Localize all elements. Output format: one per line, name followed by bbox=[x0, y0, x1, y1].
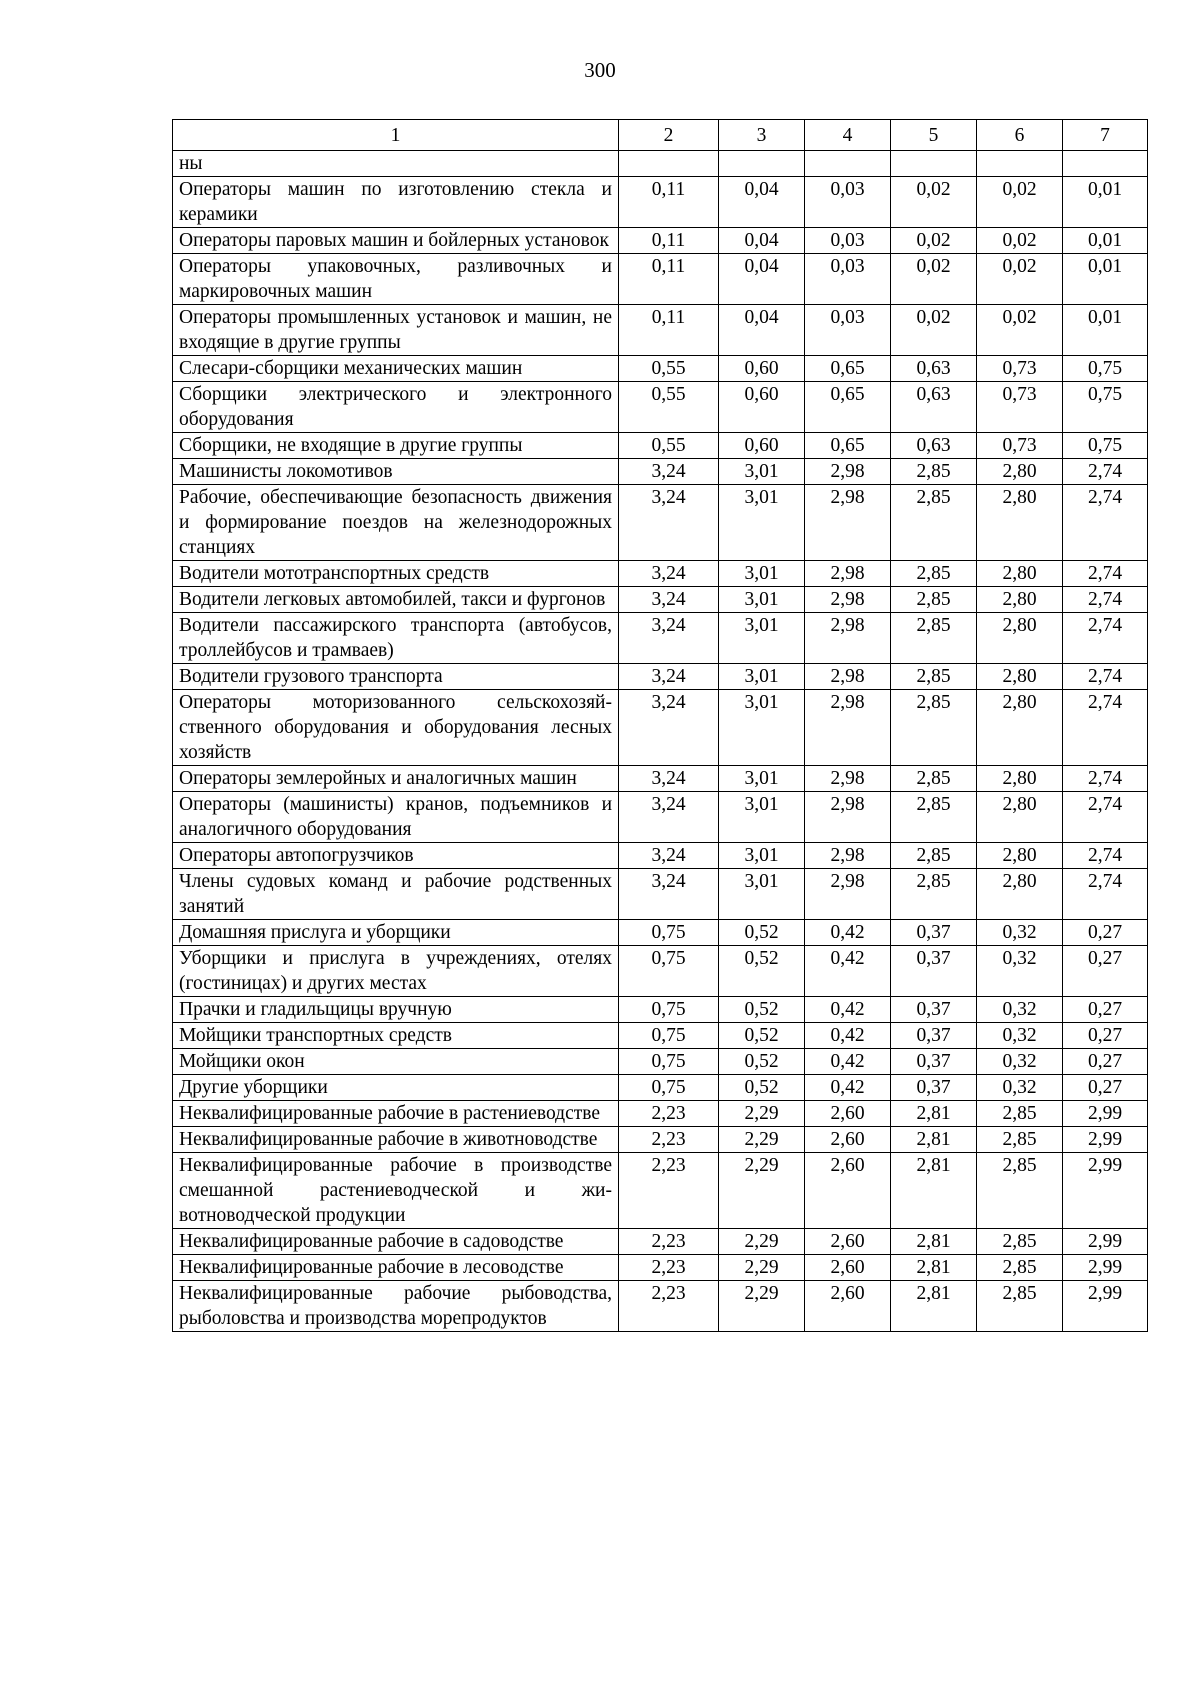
value-cell: 0,65 bbox=[805, 433, 891, 459]
table-row bbox=[173, 792, 1148, 843]
value-cell: 2,23 bbox=[619, 1281, 719, 1332]
table-row bbox=[173, 843, 1148, 869]
value-cell: 2,98 bbox=[805, 561, 891, 587]
table-row bbox=[173, 664, 1148, 690]
value-cell: 0,03 bbox=[805, 177, 891, 228]
value-cell: 2,85 bbox=[977, 1281, 1063, 1332]
value-cell: 2,85 bbox=[891, 561, 977, 587]
value-cell: 2,74 bbox=[1063, 664, 1148, 690]
occupation-name: Неквалифицированные рабочие в растениеводстве bbox=[173, 1101, 619, 1127]
table-row bbox=[173, 485, 1148, 561]
value-cell: 0,04 bbox=[719, 305, 805, 356]
value-cell: 2,85 bbox=[891, 664, 977, 690]
value-cell: 0,52 bbox=[719, 1023, 805, 1049]
value-cell: 2,98 bbox=[805, 766, 891, 792]
value-cell: 0,32 bbox=[977, 946, 1063, 997]
value-cell bbox=[619, 151, 719, 177]
value-cell: 2,80 bbox=[977, 664, 1063, 690]
value-cell: 2,29 bbox=[719, 1229, 805, 1255]
value-cell: 0,37 bbox=[891, 946, 977, 997]
occupation-name: Операторы промышленных установок и машин, не входящие в другие группы bbox=[173, 305, 619, 356]
table-row bbox=[173, 305, 1148, 356]
value-cell: 2,80 bbox=[977, 792, 1063, 843]
table-row bbox=[173, 1023, 1148, 1049]
value-cell: 0,02 bbox=[891, 177, 977, 228]
value-cell: 2,60 bbox=[805, 1229, 891, 1255]
table-row bbox=[173, 382, 1148, 433]
value-cell: 0,11 bbox=[619, 228, 719, 254]
value-cell: 2,74 bbox=[1063, 843, 1148, 869]
table-row bbox=[173, 228, 1148, 254]
value-cell: 0,37 bbox=[891, 997, 977, 1023]
value-cell: 0,27 bbox=[1063, 997, 1148, 1023]
coefficients-table bbox=[172, 119, 1148, 1332]
value-cell: 2,85 bbox=[891, 843, 977, 869]
table-row bbox=[173, 1049, 1148, 1075]
value-cell: 3,24 bbox=[619, 561, 719, 587]
value-cell: 0,04 bbox=[719, 254, 805, 305]
value-cell: 0,75 bbox=[1063, 433, 1148, 459]
value-cell: 0,01 bbox=[1063, 254, 1148, 305]
occupation-name: Операторы землеройных и аналогичных машин bbox=[173, 766, 619, 792]
value-cell: 2,80 bbox=[977, 561, 1063, 587]
value-cell: 2,85 bbox=[891, 766, 977, 792]
value-cell: 0,52 bbox=[719, 920, 805, 946]
value-cell: 0,02 bbox=[977, 254, 1063, 305]
occupation-name: Операторы паровых машин и бойлерных установок bbox=[173, 228, 619, 254]
value-cell: 3,24 bbox=[619, 766, 719, 792]
value-cell: 0,32 bbox=[977, 1049, 1063, 1075]
value-cell: 3,01 bbox=[719, 459, 805, 485]
value-cell: 0,01 bbox=[1063, 228, 1148, 254]
table-row bbox=[173, 433, 1148, 459]
value-cell bbox=[719, 151, 805, 177]
value-cell: 0,27 bbox=[1063, 920, 1148, 946]
value-cell: 3,24 bbox=[619, 485, 719, 561]
value-cell: 3,24 bbox=[619, 459, 719, 485]
table-row bbox=[173, 1075, 1148, 1101]
value-cell: 2,81 bbox=[891, 1127, 977, 1153]
occupation-name: Неквалифицированные рабочие в лесоводстве bbox=[173, 1255, 619, 1281]
occupation-name: Домашняя прислуга и уборщики bbox=[173, 920, 619, 946]
value-cell: 3,01 bbox=[719, 587, 805, 613]
value-cell: 2,81 bbox=[891, 1281, 977, 1332]
table-row bbox=[173, 587, 1148, 613]
value-cell: 0,11 bbox=[619, 177, 719, 228]
occupation-name: Водители грузового транспорта bbox=[173, 664, 619, 690]
value-cell: 2,98 bbox=[805, 664, 891, 690]
value-cell: 0,02 bbox=[891, 228, 977, 254]
table-row bbox=[173, 869, 1148, 920]
value-cell: 3,24 bbox=[619, 664, 719, 690]
value-cell: 0,42 bbox=[805, 946, 891, 997]
value-cell: 2,98 bbox=[805, 869, 891, 920]
value-cell: 2,99 bbox=[1063, 1281, 1148, 1332]
table-row bbox=[173, 1153, 1148, 1229]
value-cell: 0,52 bbox=[719, 1075, 805, 1101]
occupation-name: Мойщики окон bbox=[173, 1049, 619, 1075]
value-cell: 2,23 bbox=[619, 1127, 719, 1153]
value-cell: 2,99 bbox=[1063, 1255, 1148, 1281]
occupation-name: Водители мототранспортных средств bbox=[173, 561, 619, 587]
occupation-name: Операторы машин по изготовлению стекла и керамики bbox=[173, 177, 619, 228]
value-cell: 0,42 bbox=[805, 920, 891, 946]
value-cell: 2,85 bbox=[891, 459, 977, 485]
value-cell bbox=[805, 151, 891, 177]
value-cell: 2,80 bbox=[977, 843, 1063, 869]
value-cell: 3,24 bbox=[619, 613, 719, 664]
value-cell: 0,37 bbox=[891, 920, 977, 946]
value-cell: 0,03 bbox=[805, 228, 891, 254]
value-cell: 0,75 bbox=[619, 997, 719, 1023]
value-cell: 3,01 bbox=[719, 485, 805, 561]
table-row bbox=[173, 177, 1148, 228]
column-header: 6 bbox=[977, 120, 1063, 151]
value-cell: 3,24 bbox=[619, 587, 719, 613]
value-cell: 0,01 bbox=[1063, 177, 1148, 228]
column-header: 1 bbox=[173, 120, 619, 151]
table-row bbox=[173, 1281, 1148, 1332]
value-cell: 2,81 bbox=[891, 1101, 977, 1127]
table-row bbox=[173, 613, 1148, 664]
value-cell: 2,23 bbox=[619, 1229, 719, 1255]
value-cell: 2,74 bbox=[1063, 485, 1148, 561]
occupation-name: Операторы (машинисты) кранов, подъемников и аналогичного оборудования bbox=[173, 792, 619, 843]
table-row bbox=[173, 920, 1148, 946]
value-cell: 0,37 bbox=[891, 1049, 977, 1075]
value-cell: 2,60 bbox=[805, 1127, 891, 1153]
value-cell: 3,01 bbox=[719, 561, 805, 587]
value-cell: 0,02 bbox=[977, 228, 1063, 254]
value-cell: 3,01 bbox=[719, 843, 805, 869]
value-cell: 0,32 bbox=[977, 920, 1063, 946]
value-cell: 0,11 bbox=[619, 305, 719, 356]
value-cell: 2,85 bbox=[891, 869, 977, 920]
value-cell: 0,01 bbox=[1063, 305, 1148, 356]
value-cell: 2,98 bbox=[805, 587, 891, 613]
value-cell: 0,75 bbox=[619, 920, 719, 946]
occupation-name: Машинисты локомотивов bbox=[173, 459, 619, 485]
table-row bbox=[173, 946, 1148, 997]
value-cell: 2,60 bbox=[805, 1281, 891, 1332]
value-cell: 2,98 bbox=[805, 485, 891, 561]
value-cell: 0,32 bbox=[977, 1023, 1063, 1049]
page-number: 300 bbox=[584, 58, 616, 82]
value-cell bbox=[977, 151, 1063, 177]
value-cell: 2,85 bbox=[891, 587, 977, 613]
value-cell: 2,80 bbox=[977, 485, 1063, 561]
occupation-name: Рабочие, обеспечивающие безопасность движения и формирование поездов на железнодорожных станциях bbox=[173, 485, 619, 561]
value-cell: 2,74 bbox=[1063, 459, 1148, 485]
value-cell: 3,24 bbox=[619, 843, 719, 869]
table-row bbox=[173, 1255, 1148, 1281]
value-cell: 0,04 bbox=[719, 177, 805, 228]
table-row bbox=[173, 1127, 1148, 1153]
value-cell: 2,81 bbox=[891, 1255, 977, 1281]
table-row bbox=[173, 459, 1148, 485]
value-cell: 0,37 bbox=[891, 1023, 977, 1049]
value-cell: 0,52 bbox=[719, 946, 805, 997]
value-cell: 2,74 bbox=[1063, 869, 1148, 920]
table-row bbox=[173, 1101, 1148, 1127]
value-cell: 0,42 bbox=[805, 1023, 891, 1049]
value-cell: 3,01 bbox=[719, 690, 805, 766]
value-cell: 0,75 bbox=[619, 1023, 719, 1049]
value-cell: 0,37 bbox=[891, 1075, 977, 1101]
value-cell: 0,55 bbox=[619, 356, 719, 382]
value-cell: 2,85 bbox=[977, 1101, 1063, 1127]
value-cell: 0,27 bbox=[1063, 1049, 1148, 1075]
value-cell: 0,60 bbox=[719, 356, 805, 382]
value-cell bbox=[1063, 151, 1148, 177]
value-cell: 2,80 bbox=[977, 690, 1063, 766]
value-cell: 2,85 bbox=[977, 1153, 1063, 1229]
value-cell: 0,11 bbox=[619, 254, 719, 305]
value-cell: 2,98 bbox=[805, 613, 891, 664]
table-header-row bbox=[173, 120, 1148, 151]
occupation-name: Операторы автопогрузчиков bbox=[173, 843, 619, 869]
value-cell: 2,99 bbox=[1063, 1101, 1148, 1127]
occupation-name: Сборщики, не входящие в другие группы bbox=[173, 433, 619, 459]
table-row bbox=[173, 766, 1148, 792]
value-cell: 0,55 bbox=[619, 433, 719, 459]
value-cell: 0,63 bbox=[891, 433, 977, 459]
occupation-name: Водители пассажирского транспорта (автобусов, троллейбусов и трамваев) bbox=[173, 613, 619, 664]
value-cell: 2,29 bbox=[719, 1281, 805, 1332]
value-cell: 2,23 bbox=[619, 1153, 719, 1229]
occupation-name: Прачки и гладильщицы вручную bbox=[173, 997, 619, 1023]
value-cell: 0,73 bbox=[977, 433, 1063, 459]
value-cell: 0,52 bbox=[719, 1049, 805, 1075]
table-body bbox=[173, 151, 1148, 1332]
occupation-name: Другие уборщики bbox=[173, 1075, 619, 1101]
value-cell: 0,27 bbox=[1063, 1075, 1148, 1101]
value-cell: 2,74 bbox=[1063, 561, 1148, 587]
occupation-name: Операторы упаковочных, разливочных и маркировочных машин bbox=[173, 254, 619, 305]
table-row bbox=[173, 997, 1148, 1023]
value-cell: 2,99 bbox=[1063, 1153, 1148, 1229]
value-cell: 0,65 bbox=[805, 382, 891, 433]
value-cell: 2,74 bbox=[1063, 587, 1148, 613]
table-row bbox=[173, 254, 1148, 305]
table-row bbox=[173, 690, 1148, 766]
value-cell: 2,74 bbox=[1063, 792, 1148, 843]
value-cell: 2,74 bbox=[1063, 690, 1148, 766]
value-cell: 0,63 bbox=[891, 382, 977, 433]
value-cell: 0,32 bbox=[977, 1075, 1063, 1101]
value-cell: 2,85 bbox=[977, 1255, 1063, 1281]
value-cell: 0,73 bbox=[977, 356, 1063, 382]
occupation-name: Слесари-сборщики механических машин bbox=[173, 356, 619, 382]
value-cell: 2,29 bbox=[719, 1153, 805, 1229]
value-cell: 2,74 bbox=[1063, 613, 1148, 664]
value-cell: 2,80 bbox=[977, 587, 1063, 613]
value-cell: 0,52 bbox=[719, 997, 805, 1023]
value-cell: 2,80 bbox=[977, 459, 1063, 485]
value-cell: 2,80 bbox=[977, 869, 1063, 920]
value-cell: 3,01 bbox=[719, 869, 805, 920]
table-row bbox=[173, 356, 1148, 382]
occupation-name: Неквалифицированные рабочие в животноводстве bbox=[173, 1127, 619, 1153]
value-cell: 0,27 bbox=[1063, 946, 1148, 997]
value-cell: 2,81 bbox=[891, 1229, 977, 1255]
value-cell: 2,81 bbox=[891, 1153, 977, 1229]
value-cell: 2,85 bbox=[891, 792, 977, 843]
value-cell: 2,80 bbox=[977, 613, 1063, 664]
value-cell: 2,98 bbox=[805, 459, 891, 485]
value-cell: 3,01 bbox=[719, 664, 805, 690]
value-cell: 2,98 bbox=[805, 843, 891, 869]
value-cell: 2,60 bbox=[805, 1255, 891, 1281]
table-row bbox=[173, 1229, 1148, 1255]
value-cell: 2,29 bbox=[719, 1127, 805, 1153]
value-cell: 0,60 bbox=[719, 382, 805, 433]
value-cell: 3,24 bbox=[619, 792, 719, 843]
value-cell: 3,01 bbox=[719, 766, 805, 792]
value-cell: 2,23 bbox=[619, 1101, 719, 1127]
value-cell: 0,42 bbox=[805, 1049, 891, 1075]
value-cell: 0,55 bbox=[619, 382, 719, 433]
value-cell: 0,42 bbox=[805, 997, 891, 1023]
value-cell: 0,04 bbox=[719, 228, 805, 254]
value-cell: 0,02 bbox=[977, 305, 1063, 356]
value-cell: 0,02 bbox=[977, 177, 1063, 228]
value-cell: 0,75 bbox=[619, 1049, 719, 1075]
value-cell: 2,98 bbox=[805, 690, 891, 766]
column-header: 4 bbox=[805, 120, 891, 151]
value-cell bbox=[891, 151, 977, 177]
occupation-name: Мойщики транспортных средств bbox=[173, 1023, 619, 1049]
value-cell: 2,99 bbox=[1063, 1229, 1148, 1255]
table-row bbox=[173, 151, 1148, 177]
column-header: 5 bbox=[891, 120, 977, 151]
value-cell: 2,23 bbox=[619, 1255, 719, 1281]
value-cell: 2,29 bbox=[719, 1101, 805, 1127]
value-cell: 3,24 bbox=[619, 869, 719, 920]
occupation-name: Водители легковых автомобилей, такси и фургонов bbox=[173, 587, 619, 613]
value-cell: 3,01 bbox=[719, 792, 805, 843]
value-cell: 2,85 bbox=[891, 485, 977, 561]
value-cell: 0,03 bbox=[805, 305, 891, 356]
value-cell: 2,98 bbox=[805, 792, 891, 843]
column-header: 2 bbox=[619, 120, 719, 151]
value-cell: 0,32 bbox=[977, 997, 1063, 1023]
value-cell: 2,60 bbox=[805, 1101, 891, 1127]
table-row bbox=[173, 561, 1148, 587]
value-cell: 2,29 bbox=[719, 1255, 805, 1281]
value-cell: 2,99 bbox=[1063, 1127, 1148, 1153]
value-cell: 0,63 bbox=[891, 356, 977, 382]
occupation-name: Сборщики электрического и электронного оборудования bbox=[173, 382, 619, 433]
value-cell: 0,75 bbox=[1063, 356, 1148, 382]
column-header: 7 bbox=[1063, 120, 1148, 151]
value-cell: 2,80 bbox=[977, 766, 1063, 792]
occupation-name: Неквалифицированные рабочие в производстве смешанной растениеводческой и животноводческой продукции bbox=[173, 1153, 619, 1229]
value-cell: 0,03 bbox=[805, 254, 891, 305]
occupation-name: Уборщики и прислуга в учреждениях, отелях (гостиницах) и других местах bbox=[173, 946, 619, 997]
column-header: 3 bbox=[719, 120, 805, 151]
value-cell: 2,74 bbox=[1063, 766, 1148, 792]
occupation-name: Члены судовых команд и рабочие родственных занятий bbox=[173, 869, 619, 920]
value-cell: 0,65 bbox=[805, 356, 891, 382]
occupation-name: Операторы моторизованного сельскохозяйственного оборудования и оборудования лесных хозяйств bbox=[173, 690, 619, 766]
value-cell: 0,60 bbox=[719, 433, 805, 459]
value-cell: 3,24 bbox=[619, 690, 719, 766]
value-cell: 2,85 bbox=[977, 1229, 1063, 1255]
value-cell: 0,27 bbox=[1063, 1023, 1148, 1049]
value-cell: 2,85 bbox=[891, 613, 977, 664]
value-cell: 0,42 bbox=[805, 1075, 891, 1101]
occupation-name: Неквалифицированные рабочие в садоводстве bbox=[173, 1229, 619, 1255]
value-cell: 0,75 bbox=[619, 1075, 719, 1101]
value-cell: 0,73 bbox=[977, 382, 1063, 433]
value-cell: 0,75 bbox=[1063, 382, 1148, 433]
value-cell: 3,01 bbox=[719, 613, 805, 664]
occupation-name: ны bbox=[173, 151, 619, 177]
value-cell: 2,85 bbox=[977, 1127, 1063, 1153]
value-cell: 0,02 bbox=[891, 254, 977, 305]
value-cell: 2,60 bbox=[805, 1153, 891, 1229]
value-cell: 0,02 bbox=[891, 305, 977, 356]
value-cell: 2,85 bbox=[891, 690, 977, 766]
occupation-name: Неквалифицированные рабочие рыбоводства, рыболовства и производства морепродуктов bbox=[173, 1281, 619, 1332]
value-cell: 0,75 bbox=[619, 946, 719, 997]
